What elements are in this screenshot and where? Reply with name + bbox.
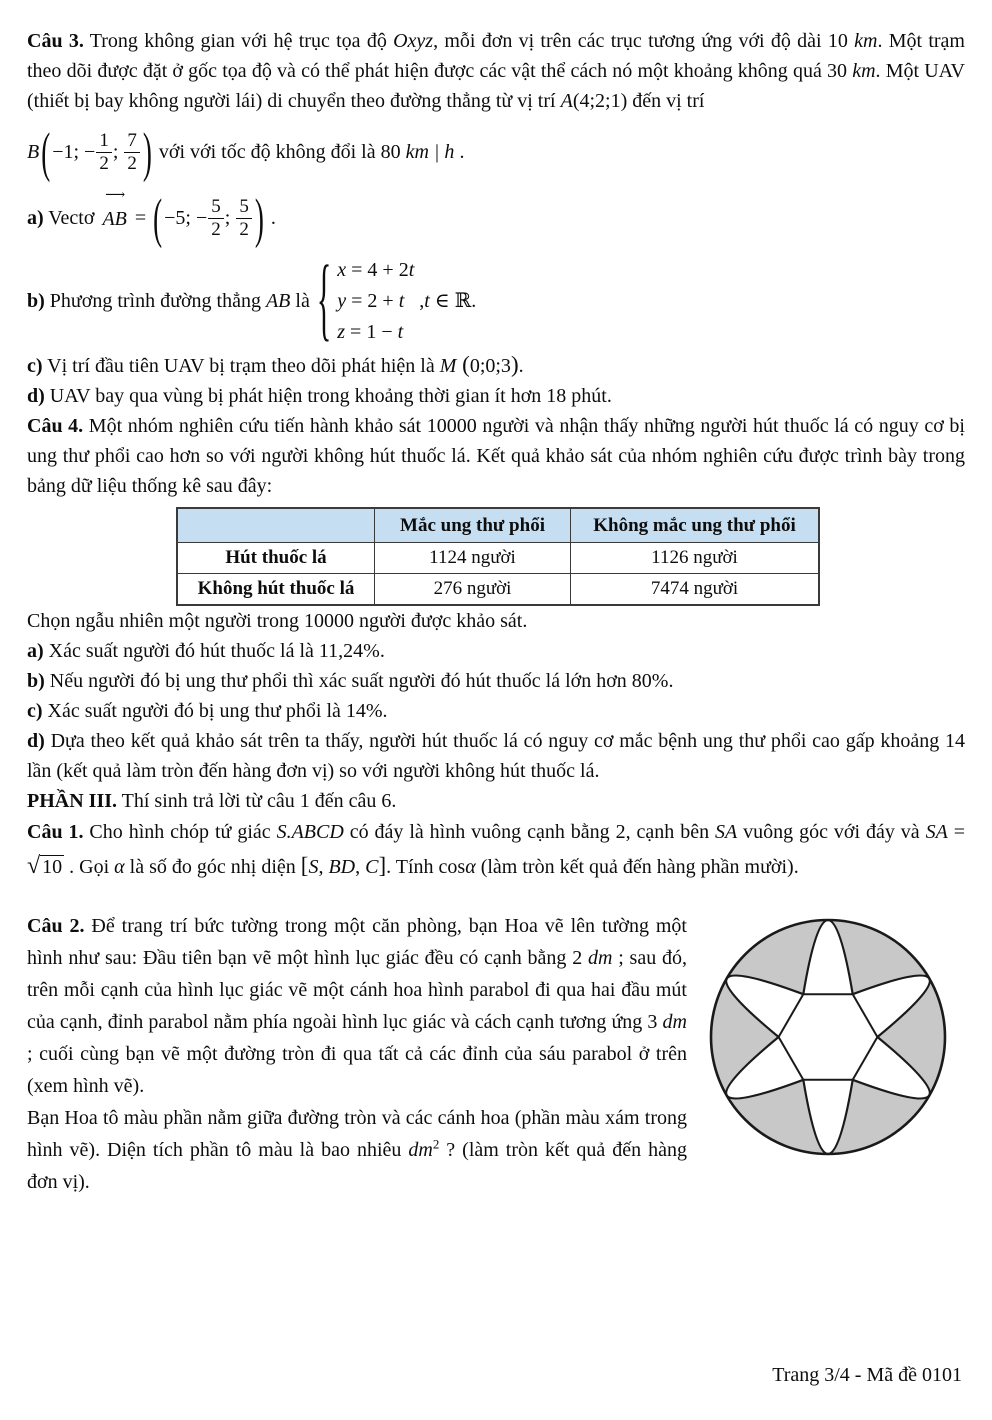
point-name: B: [27, 141, 40, 163]
table-header-row: [177, 508, 819, 543]
coords-part1: −1; −: [52, 141, 96, 163]
option-label: b): [27, 290, 45, 312]
row-label: Hút thuốc lá: [177, 543, 375, 574]
question-3-option-d: d) UAV bay qua vùng bị phát hiện trong khoảng thời gian ít hơn 18 phút.: [27, 385, 612, 407]
question-3-option-c: c) Vị trí đầu tiên UAV bị trạm theo dõi phát hiện là M (0;0;3).: [27, 352, 524, 377]
equation-z: z = 1 − t: [337, 321, 404, 343]
header-no-cancer-cell: Không mắc ung thư phổi: [571, 508, 820, 543]
question-4-intro: Câu 4. Một nhóm nghiên cứu tiến hành khảo sát 10000 người và nhận thấy những người hút thuốc lá có nguy cơ bị ung thư phổi cao hơn so với người không hút thuốc lá. Kết quả khảo sát của nhóm nghiên cứu được trình bày trong bảng dữ liệu thống kê sau đây:: [27, 415, 965, 497]
cell-value: 1126 người: [571, 543, 820, 574]
vector-arrow-icon: ⟶: [105, 188, 125, 203]
question-3: [27, 26, 965, 411]
question-4-select-line: Chọn ngẫu nhiên một người trong 10000 người được khảo sát.: [27, 610, 528, 632]
question-2-paragraph-2: Bạn Hoa tô màu phần nằm giữa đường tròn và các cánh hoa (phần màu xám trong hình vẽ). Diện tích phần tô màu là bao nhiêu $dm^2$ ? (làm tròn kết quả đến hàng đơn vị).: [27, 1107, 687, 1193]
question-3-intro: Câu 3. Trong không gian với hệ trục tọa độ Oxyz, mỗi đơn vị trên các trục tương ứng với độ dài 10 km. Một trạm theo dõi được đặt ở gốc tọa độ và có thể phát hiện được các vật thể cách nó một khoảng không quá 30 km. Một UAV (thiết bị bay không người lái) di chuyển theo đường thẳng từ vị trí A(4;2;1) đến vị trí: [27, 30, 965, 112]
fraction: $\frac{7}{2}$: [124, 130, 140, 175]
period: .: [265, 207, 276, 229]
question-4-option-c: c) Xác suất người đó bị ung thư phổi là 14%.: [27, 700, 388, 722]
close-paren: ): [142, 121, 152, 183]
separator: ;: [224, 207, 236, 229]
option-text: là: [290, 290, 315, 312]
question-1: Câu 1. Cho hình chóp tứ giác S.ABCD có đáy là hình vuông cạnh bằng 2, cạnh bên SA vuông góc với đáy và SA = √ 10 . Gọi α là số đo góc nhị diện [S, BD, C]. Tính cosα (làm tròn kết quả đến hàng phần mười).: [27, 821, 966, 879]
question-3-option-a: [27, 188, 965, 248]
table-row: [177, 543, 819, 574]
table-row: [177, 574, 819, 606]
question-2: [27, 910, 965, 1198]
system-brace: {: [316, 248, 332, 351]
equation-system: [337, 257, 414, 345]
speed-unit: km | h: [405, 141, 455, 163]
option-text: Vectơ: [43, 207, 100, 229]
flower-figure: [703, 912, 953, 1162]
in-reals: ∈ ℝ.: [429, 290, 477, 312]
formula-point-B: [27, 120, 965, 184]
cell-value: 276 người: [375, 574, 571, 606]
close-paren: ): [254, 187, 264, 249]
period: .: [454, 141, 465, 163]
option-label: a): [27, 207, 44, 229]
fraction: $\frac{5}{2}$: [236, 196, 252, 241]
cell-value: 7474 người: [571, 574, 820, 606]
option-text: Phương trình đường thẳng: [44, 290, 266, 312]
question-4-option-b: b) Nếu người đó bị ung thư phổi thì xác suất người đó hút thuốc lá lớn hơn 80%.: [27, 670, 674, 692]
speed-text: với với tốc độ không đổi là 80: [153, 141, 406, 163]
line-name: AB: [265, 290, 291, 312]
question-3-option-b: [27, 248, 965, 351]
cell-value: 1124 người: [375, 543, 571, 574]
coords-part1: −5; −: [164, 207, 208, 229]
survey-table: [176, 507, 820, 606]
page-footer: Trang 3/4 - Mã đề 0101: [772, 1364, 962, 1386]
question-4: [27, 411, 965, 786]
question-4-option-a: a) Xác suất người đó hút thuốc lá là 11,24%.: [27, 640, 385, 662]
header-cancer-cell: Mắc ung thư phổi: [375, 508, 571, 543]
row-label: Không hút thuốc lá: [177, 574, 375, 606]
question-4-option-d: d) Dựa theo kết quả khảo sát trên ta thấy, người hút thuốc lá có nguy cơ mắc bệnh ung thư phổi cao gấp khoảng 14 lần (kết quả làm tròn đến hàng đơn vị) so với người không hút thuốc lá.: [27, 730, 965, 782]
fraction: $\frac{1}{2}$: [96, 130, 112, 175]
equation-x: x = 4 + 2t: [337, 259, 415, 281]
equals-sign: =: [129, 207, 152, 229]
parameter-t: t: [424, 290, 430, 312]
comma: ,: [414, 290, 425, 312]
open-paren: (: [153, 187, 163, 249]
header-empty-cell: [177, 508, 375, 543]
equation-y: y = 2 + t: [337, 290, 405, 312]
fraction: $\frac{5}{2}$: [208, 196, 224, 241]
vector-AB: ⟶ AB: [102, 188, 127, 230]
part-3-heading: PHẦN III. Thí sinh trả lời từ câu 1 đến câu 6.: [27, 790, 397, 812]
separator: ;: [112, 141, 124, 163]
open-paren: (: [41, 121, 51, 183]
question-2-paragraph-1: Câu 2. Để trang trí bức tường trong một căn phòng, bạn Hoa vẽ lên tường một hình như sau: Đầu tiên bạn vẽ một hình lục giác đều có cạnh bằng 2 dm ; sau đó, trên mỗi cạnh của hình lục giác vẽ một cánh hoa hình parabol đi qua hai đầu mút của cạnh, đỉnh parabol nằm phía ngoài hình lục giác và cách cạnh tương ứng 3 dm ; cuối cùng bạn vẽ một đường tròn đi qua tất cả các đỉnh của sáu parabol ở trên (xem hình vẽ).: [27, 915, 687, 1097]
